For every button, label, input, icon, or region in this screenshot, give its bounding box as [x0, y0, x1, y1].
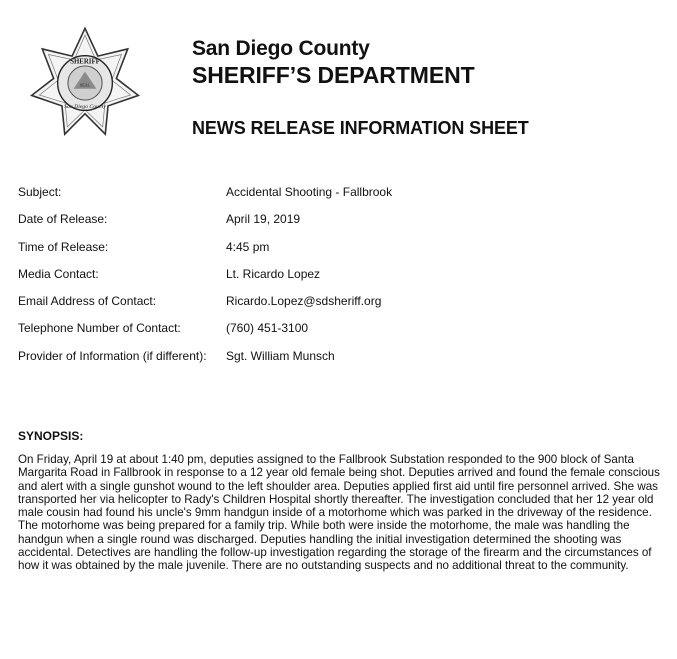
sheet-title: NEWS RELEASE INFORMATION SHEET: [192, 118, 529, 138]
org-name: San Diego County: [192, 37, 370, 60]
department-name: SHERIFF’S DEPARTMENT: [192, 62, 475, 88]
info-label: Telephone Number of Contact:: [18, 321, 181, 336]
synopsis-body: On Friday, April 19 at about 1:40 pm, deputies assigned to the Fallbrook Substation responded to the 900 block of Santa Margarita Road in Fallbrook in response to a 12 year old female being shot. Deputies arrived and found the female conscious and alert with a single gunshot wound to the left shoulder area. Deputies applied first aid until fire personnel arrived. She was transported her via helicopter to Rady's Children Hospital shortly thereafter. The investigation concluded that her 12 year old male cousin had found his uncle's 9mm handgun inside of a motorhome which was parked in the driveway of the residence. The motorhome was being prepared for a family trip. While both were inside the motorhome, the male was handling the handgun when a single round was discharged. Deputies handling the initial investigation determined the shooting was accidental. Detectives are handling the follow-up investigation regarding the storage of the firearm and the circumstances of how it was obtained by the male juvenile. There are no outstanding suspects and no additional threat to the community.: [18, 453, 660, 573]
badge-word-seal: SEAL: [80, 82, 90, 88]
info-value: (760) 451-3100: [226, 321, 309, 336]
badge-word-county: San Diego County: [64, 104, 106, 111]
info-label: Provider of Information (if different):: [18, 348, 207, 363]
info-label: Date of Release:: [18, 212, 108, 227]
info-value: Sgt. William Munsch: [226, 348, 335, 363]
sheriff-star-badge: [28, 26, 142, 140]
info-label: Media Contact:: [18, 266, 99, 281]
synopsis-heading: SYNOPSIS:: [18, 429, 84, 443]
info-value: Ricardo.Lopez@sdsheriff.org: [226, 294, 382, 309]
info-label: Time of Release:: [18, 239, 109, 254]
badge-word-sheriff: SHERIFF: [70, 58, 100, 66]
info-label: Email Address of Contact:: [18, 294, 157, 309]
info-value: Accidental Shooting - Fallbrook: [226, 185, 393, 199]
info-value: April 19, 2019: [226, 212, 301, 227]
info-value: 4:45 pm: [226, 239, 270, 254]
info-label: Subject:: [18, 185, 62, 199]
info-value: Lt. Ricardo Lopez: [226, 266, 321, 281]
